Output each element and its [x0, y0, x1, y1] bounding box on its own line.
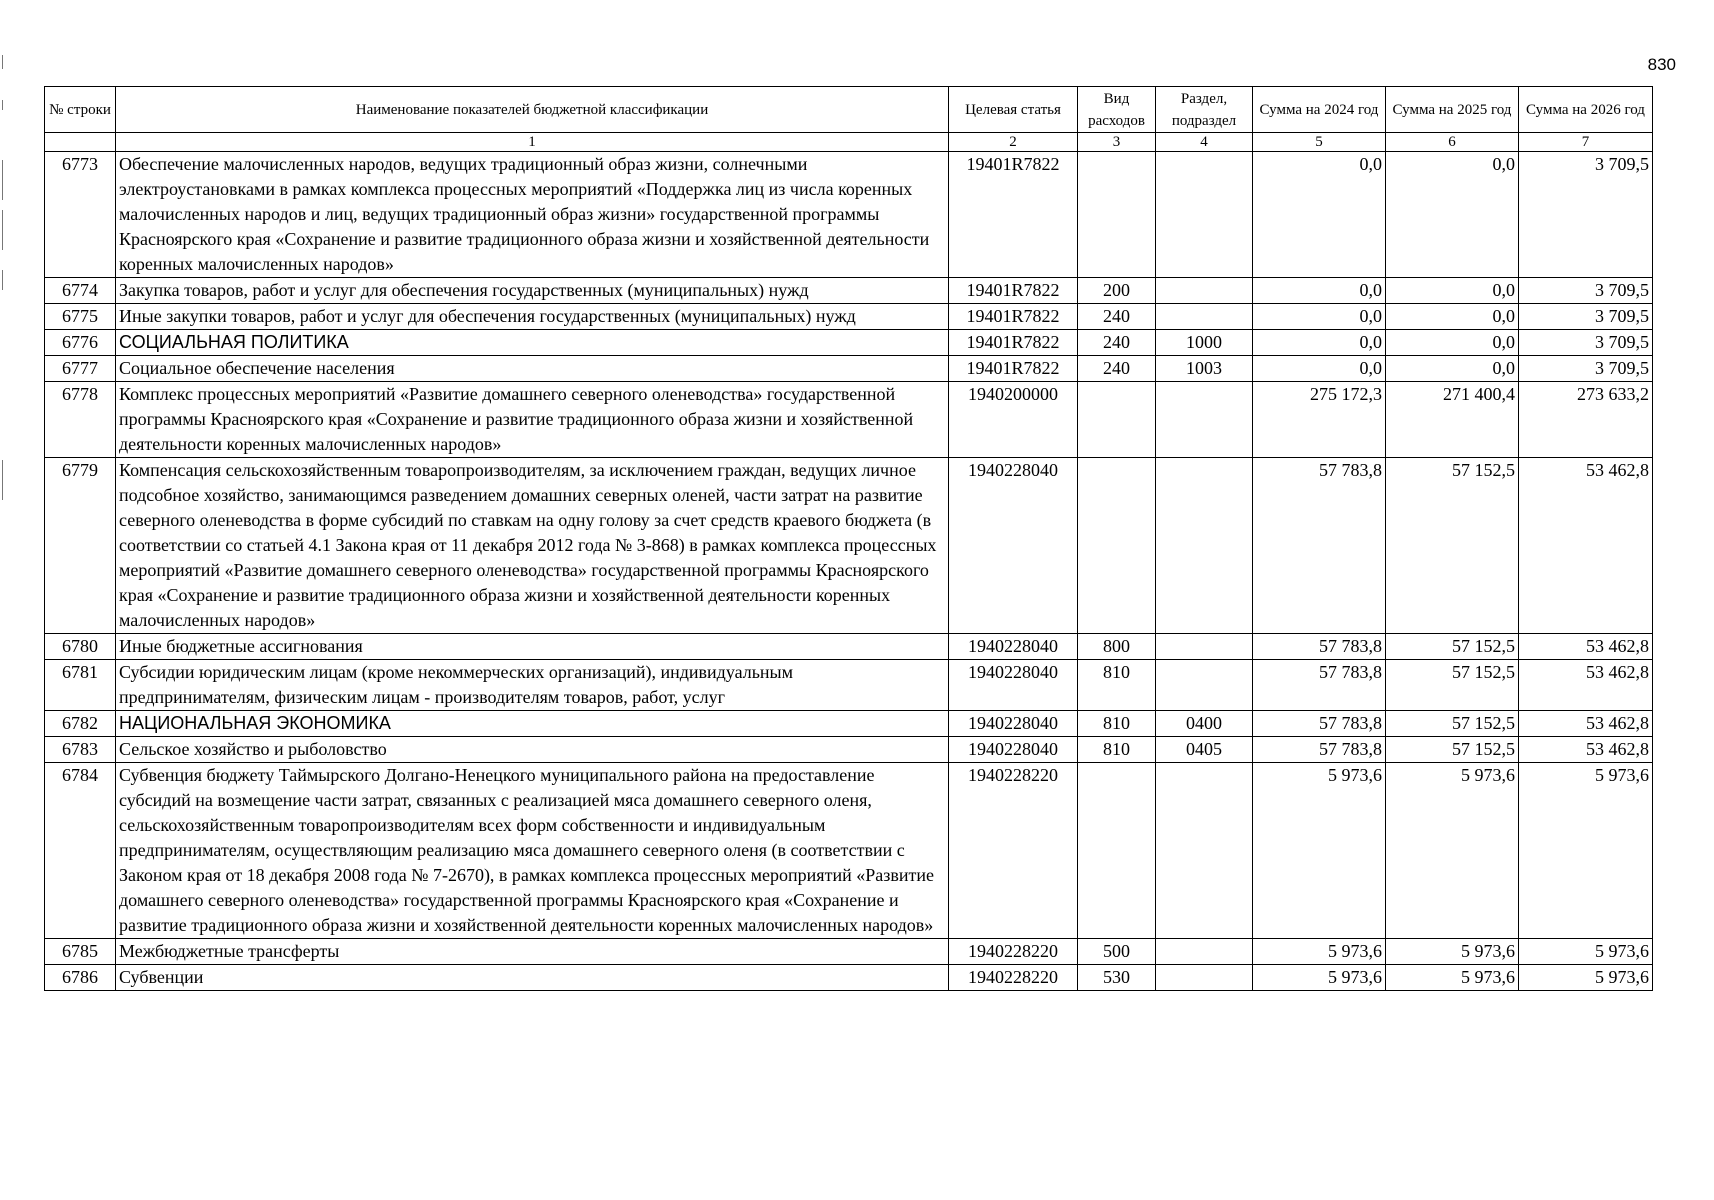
row-target: 1940200000 — [949, 382, 1078, 458]
table-row — [45, 304, 1653, 330]
row-sum-2026: 3 709,5 — [1519, 356, 1653, 382]
row-expense-type: 530 — [1078, 965, 1156, 991]
row-name: СОЦИАЛЬНАЯ ПОЛИТИКА — [116, 330, 949, 356]
header-sum-2025: Сумма на 2025 год — [1386, 87, 1519, 133]
row-name: Межбюджетные трансферты — [116, 939, 949, 965]
row-name: Социальное обеспечение населения — [116, 356, 949, 382]
row-name: Компенсация сельскохозяйственным товаропроизводителям, за исключением граждан, ведущих личное подсобное хозяйство, занимающимся разведением домашних северных оленей, части затрат на развитие северного оленеводства в форме субсидий по ставкам на одну голову за счет средств краевого бюджета (в соответствии со статьей 4.1 Закона края от 11 декабря 2012 года № 3-868) в рамках комплекса процессных мероприятий «Развитие домашнего северного оленеводства» государственной программы Красноярского края «Сохранение и развитие традиционного образа жизни и хозяйственной деятельности коренных малочисленных народов» — [116, 458, 949, 634]
row-number: 6783 — [45, 737, 116, 763]
row-name: Закупка товаров, работ и услуг для обеспечения государственных (муниципальных) нужд — [116, 278, 949, 304]
table-row — [45, 356, 1653, 382]
row-sum-2025: 5 973,6 — [1386, 939, 1519, 965]
header-section: Раздел, подраздел — [1156, 87, 1253, 133]
row-sum-2026: 3 709,5 — [1519, 330, 1653, 356]
header-target: Целевая статья — [949, 87, 1078, 133]
row-expense-type: 800 — [1078, 634, 1156, 660]
header-sum-2024: Сумма на 2024 год — [1253, 87, 1386, 133]
row-expense-type — [1078, 382, 1156, 458]
row-name: НАЦИОНАЛЬНАЯ ЭКОНОМИКА — [116, 711, 949, 737]
table-row — [45, 965, 1653, 991]
row-expense-type: 240 — [1078, 356, 1156, 382]
row-number: 6774 — [45, 278, 116, 304]
row-number: 6781 — [45, 660, 116, 711]
row-sum-2026: 53 462,8 — [1519, 737, 1653, 763]
row-section — [1156, 458, 1253, 634]
row-number: 6777 — [45, 356, 116, 382]
row-name: Субвенция бюджету Таймырского Долгано-Ненецкого муниципального района на предоставление субсидий на возмещение части затрат, связанных с реализацией мяса домашнего северного оленя, сельскохозяйственным товаропроизводителям всех форм собственности и индивидуальным предпринимателям, осуществляющим реализацию мяса домашнего северного оленя (в соответствии с Законом края от 18 декабря 2008 года № 7-2670), в рамках комплекса процессных мероприятий «Развитие домашнего северного оленеводства» государственной программы Красноярского края «Сохранение и развитие традиционного образа жизни и хозяйственной деятельности коренных малочисленных народов» — [116, 763, 949, 939]
row-target: 19401R7822 — [949, 356, 1078, 382]
row-target: 19401R7822 — [949, 278, 1078, 304]
header-expense-type: Вид расходов — [1078, 87, 1156, 133]
row-sum-2026: 5 973,6 — [1519, 763, 1653, 939]
row-section: 1003 — [1156, 356, 1253, 382]
table-row — [45, 711, 1653, 737]
row-sum-2024: 0,0 — [1253, 152, 1386, 278]
row-expense-type: 810 — [1078, 711, 1156, 737]
row-sum-2026: 53 462,8 — [1519, 711, 1653, 737]
table-row — [45, 737, 1653, 763]
table-row — [45, 330, 1653, 356]
row-target: 19401R7822 — [949, 304, 1078, 330]
row-sum-2026: 5 973,6 — [1519, 939, 1653, 965]
row-sum-2025: 271 400,4 — [1386, 382, 1519, 458]
row-section: 0400 — [1156, 711, 1253, 737]
column-number: 7 — [1519, 133, 1653, 152]
row-section: 1000 — [1156, 330, 1253, 356]
row-target: 1940228040 — [949, 660, 1078, 711]
row-name: Субвенции — [116, 965, 949, 991]
row-name: Обеспечение малочисленных народов, ведущих традиционный образ жизни, солнечными электроустановками в рамках комплекса процессных мероприятий «Поддержка лиц из числа коренных малочисленных народов и лиц, ведущих традиционный образ жизни» государственной программы Красноярского края «Сохранение и развитие традиционного образа жизни и хозяйственной деятельности коренных малочисленных народов» — [116, 152, 949, 278]
header-row-no: № строки — [45, 87, 116, 133]
row-sum-2025: 0,0 — [1386, 152, 1519, 278]
row-number: 6784 — [45, 763, 116, 939]
row-expense-type: 810 — [1078, 737, 1156, 763]
table-body — [45, 152, 1653, 991]
row-section — [1156, 152, 1253, 278]
row-section — [1156, 278, 1253, 304]
table-row — [45, 763, 1653, 939]
row-sum-2024: 5 973,6 — [1253, 763, 1386, 939]
row-number: 6782 — [45, 711, 116, 737]
row-sum-2025: 57 152,5 — [1386, 711, 1519, 737]
row-section: 0405 — [1156, 737, 1253, 763]
row-sum-2024: 5 973,6 — [1253, 965, 1386, 991]
row-sum-2024: 57 783,8 — [1253, 458, 1386, 634]
row-section — [1156, 634, 1253, 660]
column-number: 4 — [1156, 133, 1253, 152]
table-row — [45, 382, 1653, 458]
header-row — [45, 87, 1653, 133]
row-target: 1940228040 — [949, 634, 1078, 660]
row-sum-2025: 57 152,5 — [1386, 660, 1519, 711]
row-expense-type: 200 — [1078, 278, 1156, 304]
row-sum-2026: 273 633,2 — [1519, 382, 1653, 458]
row-expense-type: 240 — [1078, 304, 1156, 330]
row-number: 6785 — [45, 939, 116, 965]
row-number: 6780 — [45, 634, 116, 660]
row-sum-2026: 53 462,8 — [1519, 660, 1653, 711]
row-name: Субсидии юридическим лицам (кроме некоммерческих организаций), индивидуальным предпринимателям, физическим лицам - производителям товаров, работ, услуг — [116, 660, 949, 711]
row-number: 6779 — [45, 458, 116, 634]
row-sum-2025: 5 973,6 — [1386, 763, 1519, 939]
row-sum-2026: 53 462,8 — [1519, 634, 1653, 660]
budget-table — [44, 86, 1653, 991]
row-sum-2024: 57 783,8 — [1253, 711, 1386, 737]
row-sum-2024: 5 973,6 — [1253, 939, 1386, 965]
row-expense-type: 500 — [1078, 939, 1156, 965]
column-number: 6 — [1386, 133, 1519, 152]
row-sum-2026: 3 709,5 — [1519, 278, 1653, 304]
row-target: 1940228040 — [949, 458, 1078, 634]
row-sum-2026: 3 709,5 — [1519, 304, 1653, 330]
row-sum-2025: 57 152,5 — [1386, 737, 1519, 763]
row-sum-2025: 0,0 — [1386, 356, 1519, 382]
column-number: 3 — [1078, 133, 1156, 152]
row-target: 1940228040 — [949, 737, 1078, 763]
row-expense-type — [1078, 152, 1156, 278]
table-row — [45, 660, 1653, 711]
row-target: 1940228220 — [949, 939, 1078, 965]
header-name: Наименование показателей бюджетной классификации — [116, 87, 949, 133]
table-row — [45, 939, 1653, 965]
row-sum-2026: 53 462,8 — [1519, 458, 1653, 634]
row-sum-2024: 0,0 — [1253, 304, 1386, 330]
row-number: 6775 — [45, 304, 116, 330]
row-target: 1940228220 — [949, 965, 1078, 991]
column-number-blank — [45, 133, 116, 152]
row-sum-2025: 0,0 — [1386, 278, 1519, 304]
row-sum-2024: 57 783,8 — [1253, 660, 1386, 711]
row-sum-2025: 57 152,5 — [1386, 634, 1519, 660]
table-row — [45, 634, 1653, 660]
row-section — [1156, 965, 1253, 991]
row-section — [1156, 382, 1253, 458]
row-sum-2025: 0,0 — [1386, 304, 1519, 330]
row-name: Сельское хозяйство и рыболовство — [116, 737, 949, 763]
row-name: Комплекс процессных мероприятий «Развитие домашнего северного оленеводства» государственной программы Красноярского края «Сохранение и развитие традиционного образа жизни и хозяйственной деятельности коренных малочисленных народов» — [116, 382, 949, 458]
row-name: Иные закупки товаров, работ и услуг для обеспечения государственных (муниципальных) нужд — [116, 304, 949, 330]
row-target: 1940228220 — [949, 763, 1078, 939]
table-row — [45, 458, 1653, 634]
row-section — [1156, 939, 1253, 965]
row-sum-2026: 5 973,6 — [1519, 965, 1653, 991]
page-number: 830 — [1647, 55, 1676, 74]
row-section — [1156, 763, 1253, 939]
row-section — [1156, 304, 1253, 330]
row-target: 19401R7822 — [949, 330, 1078, 356]
row-expense-type: 810 — [1078, 660, 1156, 711]
row-number: 6786 — [45, 965, 116, 991]
row-number: 6773 — [45, 152, 116, 278]
row-expense-type: 240 — [1078, 330, 1156, 356]
row-sum-2026: 3 709,5 — [1519, 152, 1653, 278]
row-sum-2024: 0,0 — [1253, 278, 1386, 304]
row-sum-2025: 57 152,5 — [1386, 458, 1519, 634]
row-sum-2025: 5 973,6 — [1386, 965, 1519, 991]
row-target: 1940228040 — [949, 711, 1078, 737]
row-name: Иные бюджетные ассигнования — [116, 634, 949, 660]
row-sum-2024: 0,0 — [1253, 330, 1386, 356]
row-number: 6778 — [45, 382, 116, 458]
scan-margin-marks — [0, 0, 8, 600]
column-number-row — [45, 133, 1653, 152]
row-sum-2024: 57 783,8 — [1253, 737, 1386, 763]
row-expense-type — [1078, 458, 1156, 634]
header-sum-2026: Сумма на 2026 год — [1519, 87, 1653, 133]
column-number: 2 — [949, 133, 1078, 152]
row-sum-2024: 275 172,3 — [1253, 382, 1386, 458]
row-expense-type — [1078, 763, 1156, 939]
table-row — [45, 278, 1653, 304]
row-sum-2024: 57 783,8 — [1253, 634, 1386, 660]
row-section — [1156, 660, 1253, 711]
row-sum-2025: 0,0 — [1386, 330, 1519, 356]
row-number: 6776 — [45, 330, 116, 356]
column-number: 1 — [116, 133, 949, 152]
table-row — [45, 152, 1653, 278]
row-target: 19401R7822 — [949, 152, 1078, 278]
row-sum-2024: 0,0 — [1253, 356, 1386, 382]
column-number: 5 — [1253, 133, 1386, 152]
